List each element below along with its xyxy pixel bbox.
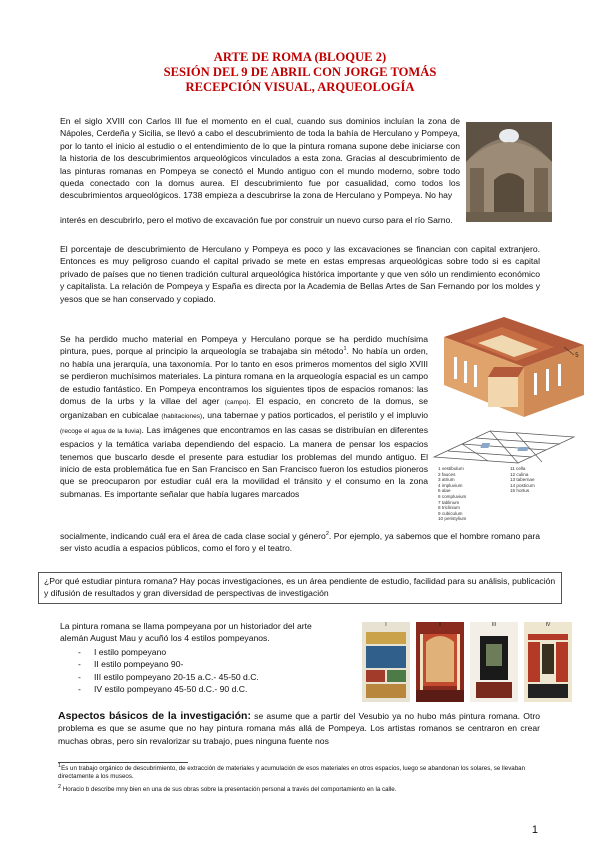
domus-illustration (434, 317, 584, 429)
fresco-label-2: II (438, 622, 442, 628)
fresco-label-4: IV (545, 622, 551, 628)
paragraph-financing: El porcentaje de descubrimiento de Herculano y Pompeya es poco y las excavaciones se financian con capital extranjero. Entonces es muy peligroso cuando el capital privado se mete en estas empresas arqueológicas sobre todo si es capital privado de países que no tienen tradición cultural arqueológica histórica importante y que ven sólo un rendimiento económico y capitalista. La relación de Pompeya y España es directa por la Academia de Bellas Artes de San Fernando por los moldes y yesos que se han conservado y copiado. (60, 244, 540, 304)
page-number: 1 (531, 824, 538, 836)
list-item: - IV estilo pompeyano 45-50 d.C.- 90 d.C. (78, 683, 259, 695)
social-text-b: . Por ejemplo, ya sabemos que el hombre romano para ser visto acudía a espacios públicos, como el foro y el teatro. (60, 531, 540, 554)
list-item: - III estilo pompeyano 20-15 a.C.- 45-50 d.C. (78, 671, 259, 683)
legend-item: 10 peristylium (438, 516, 467, 522)
aspects-heading: Aspectos básicos de la investigación: (58, 710, 251, 722)
house-marker-label: 5 (575, 352, 579, 359)
spaces-gloss-campo: (campo) (224, 399, 249, 407)
fresco-label-3: III (491, 622, 497, 628)
spaces-gloss-impluvio: (recoge el agua de la lluvia) (60, 427, 142, 435)
paragraph-research-aspects (58, 710, 540, 747)
legend-item: 11 cella (510, 466, 526, 471)
list-item: - I estilo pompeyano (78, 646, 259, 658)
pompeian-styles-list (78, 646, 259, 696)
legend-item: 13 tabernae (510, 477, 535, 483)
legend-item: 8 triclinium (438, 505, 460, 511)
paragraph-pompeian-styles: La pintura romana se llama pompeyana por un historiador del arte alemán August Mau y acuñó los 4 estilos pompeyanos. (60, 621, 312, 644)
legend-right-column (510, 466, 535, 494)
title-line-1: ARTE DE ROMA (BLOQUE 2) (213, 50, 387, 64)
legend-item: 6 compluvium (438, 493, 467, 499)
legend-item: 3 atrium (438, 477, 455, 483)
legend-item: 7 tablinum (438, 499, 460, 505)
document-title (0, 50, 600, 95)
legend-item: 5 alae (438, 488, 451, 494)
list-item: - II estilo pompeyano 90- (78, 658, 259, 670)
spaces-gloss-habitaciones: (habitaciones) (161, 413, 203, 421)
legend-item: 1 vestibulum (438, 466, 464, 471)
paragraph-discovery-end: interés en descubrirlo, pero el motivo de excavación fue por construir un nuevo curso para el río Sarno. (60, 215, 453, 225)
paragraph-spaces (60, 333, 428, 500)
footnote-ref-2[interactable]: 2 (325, 531, 329, 538)
legend-item: 9 cubiculum (438, 510, 463, 516)
paragraph-discovery: En el siglo XVIII con Carlos III fue el momento en el cual, cuando sus dominios incluían la zona de Nápoles, Cerdeña y Sicilia, se llevó a cabo el descubrimiento de toda la bahía de Herculano y Pompeya, por lo tanto el inicio al estudio o el entendimiento de lo que la pintura romana supone debe iniciarse con la historia de los descubrimientos arqueológicos vinculados a esta zona. Gracias al descubrimiento de las pinturas romanas en Pompeya se conectó el Mundo antiguo con el mundo moderno, sobre todo queda conectado con la domus aurea. El descubrimiento fue por casualidad, como todos los descubrimientos arqueológicos. 1738 empieza a descubrirse la zona de Herculano y Pompeya. No hay (60, 116, 460, 201)
pompeian-styles-frescoes (362, 622, 574, 702)
legend-left-column (438, 466, 466, 522)
spaces-text-d: , una tabernae y patios porticados, el peristilo y el impluvio (202, 410, 429, 421)
fresco-label-1: I (385, 622, 387, 628)
footnote-1 (58, 762, 540, 782)
legend-item: 2 fauces (438, 471, 456, 477)
title-line-2: SESIÓN DEL 9 DE ABRIL CON JORGE TOMÁS (163, 65, 437, 79)
spaces-text-e: . Las imágenes que encontramos en las casas se distribuían en diferentes espacios y la temática variaba dependiendo del espacio. La manera de pensar los espacios tenemos que buscarlo desde el presente para estudiar los problemas del mundo antiguo. El inicio de esta problemática fue en San Francisco en San Francisco fueron los estudios pioneros que se preocuparon por estudiar cuál era la movilidad el tránsito y el consumo en la zona submanas. Es importante señalar que había lugares marcados (60, 424, 428, 499)
paragraph-social (60, 530, 540, 555)
spaces-text-a: Se ha perdido mucho material en Pompeya y Herculano porque se ha perdido muchísima pintura, pues, porque al principio la arqueología se trabajaba sin método (60, 334, 428, 357)
legend-item: 14 posticum (510, 482, 535, 488)
footnote-mark-2: 2 (58, 783, 62, 790)
footnote-ref-1[interactable]: 1 (343, 346, 347, 353)
legend-item: 15 hortus (510, 488, 530, 494)
social-text-a: socialmente, indicando cuál era el área de cada clase social y género (60, 531, 326, 541)
ruins-photo (466, 122, 552, 222)
aspects-text: se asume que a partir del Vesubio ya no hubo más pintura romana. Otro problema es que se asume que no hay pintura romana más allá de Pompeya. Los artistas romanos se centraron en crear muchas obras, pero sin revalorizar su trabajo, pues ninguna fuente nos (58, 711, 540, 746)
footnote-divider (58, 762, 188, 763)
footnote-mark-1: 1 (58, 762, 62, 769)
question-box: ¿Por qué estudiar pintura romana? Hay pocas investigaciones, es un área pendiente de estudio, facilidad para su análisis, publicación y difusión de resultados y gran diversidad de perspectivas de investigación (38, 572, 562, 604)
legend-item: 4 impluvium (438, 482, 463, 488)
spaces-text-b: . No había un orden, no había una jerarquía, una taxonomía. Por lo tanto en esos primeros momentos del siglo XVIII se perdieron muchísimos materiales. La pintura romana en la arqueología espacial es un campo de estudio fantástico. En Pompeya encontramos los siguientes tipos de espacios romanos: las domus de la urbs y la villae del ager (60, 346, 428, 407)
footnote-2-text: Horacio b describe mny bien en una de sus obras sobre la presentación personal a través del comportamiento en la calle. (62, 786, 397, 793)
domus-floor-plan (430, 427, 578, 465)
title-line-3: RECEPCIÓN VISUAL, ARQUEOLOGÍA (185, 80, 415, 94)
legend-item: 12 culina (510, 471, 529, 477)
footnote-2 (58, 783, 540, 794)
footnote-1-text: Es un trabajo orgánico de descubrimiento, de extracción de materiales y acumulación de esos materiales en otros espacios, luego se abandonan los solares, se llevaban directamente a los museos. (58, 765, 526, 781)
spaces-text-c: . El espacio, en concreto de la domus, se organizaban en cubicalae (60, 396, 428, 421)
